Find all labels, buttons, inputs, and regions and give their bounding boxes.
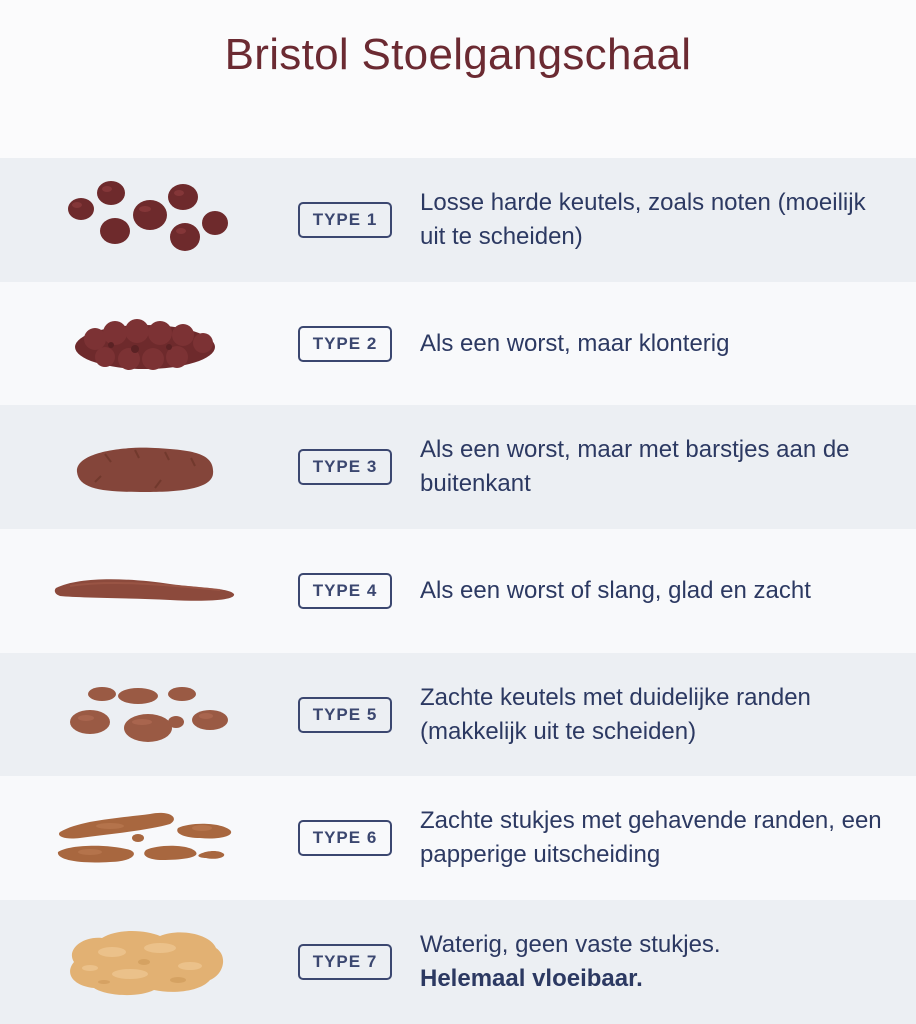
watery-liquid-icon — [0, 900, 290, 1023]
type-badge: TYPE 2 — [298, 326, 392, 362]
type-description — [420, 433, 890, 501]
description-text: Als een worst, maar klonterig — [420, 329, 730, 357]
description-text: Zachte stukjes met gehavende randen, een papperige uitscheiding — [420, 807, 882, 869]
type-badge: TYPE 1 — [298, 202, 392, 238]
smooth-snake-icon — [0, 529, 290, 652]
lumpy-sausage-icon — [0, 282, 290, 405]
type-description — [420, 574, 890, 608]
scale-row-type-3 — [0, 405, 916, 529]
mushy-pieces-icon — [0, 777, 290, 900]
description-text: Als een worst of slang, glad en zacht — [420, 576, 811, 604]
description-text: Losse harde keutels, zoals noten (moeilijk uit te scheiden) — [420, 188, 866, 250]
description-text: Als een worst, maar met barstjes aan de buitenkant — [420, 436, 850, 498]
description-text: Waterig, geen vaste stukjes. — [420, 930, 721, 958]
type-badge: TYPE 3 — [298, 449, 392, 485]
scale-row-type-1 — [0, 158, 916, 282]
scale-row-type-6 — [0, 776, 916, 900]
type-description — [420, 681, 890, 749]
scale-row-type-4 — [0, 529, 916, 653]
type-badge: TYPE 4 — [298, 573, 392, 609]
page-title: Bristol Stoelgangschaal — [224, 30, 692, 79]
description-text: Zachte keutels met duidelijke randen (makkelijk uit te scheiden) — [420, 683, 811, 745]
type-badge: TYPE 5 — [298, 697, 392, 733]
type-badge: TYPE 6 — [298, 820, 392, 856]
scale-row-type-5 — [0, 653, 916, 777]
type-description — [420, 928, 890, 996]
scale-table — [0, 158, 916, 1024]
scale-row-type-2 — [0, 282, 916, 406]
description-bold-text: Helemaal vloeibaar. — [420, 964, 643, 992]
scale-row-type-7 — [0, 900, 916, 1024]
type-badge: TYPE 7 — [298, 944, 392, 980]
separate-hard-lumps-icon — [0, 158, 290, 281]
soft-blobs-icon — [0, 653, 290, 776]
type-description — [420, 327, 890, 361]
type-description — [420, 186, 890, 254]
type-description — [420, 804, 890, 872]
cracked-sausage-icon — [0, 406, 290, 529]
